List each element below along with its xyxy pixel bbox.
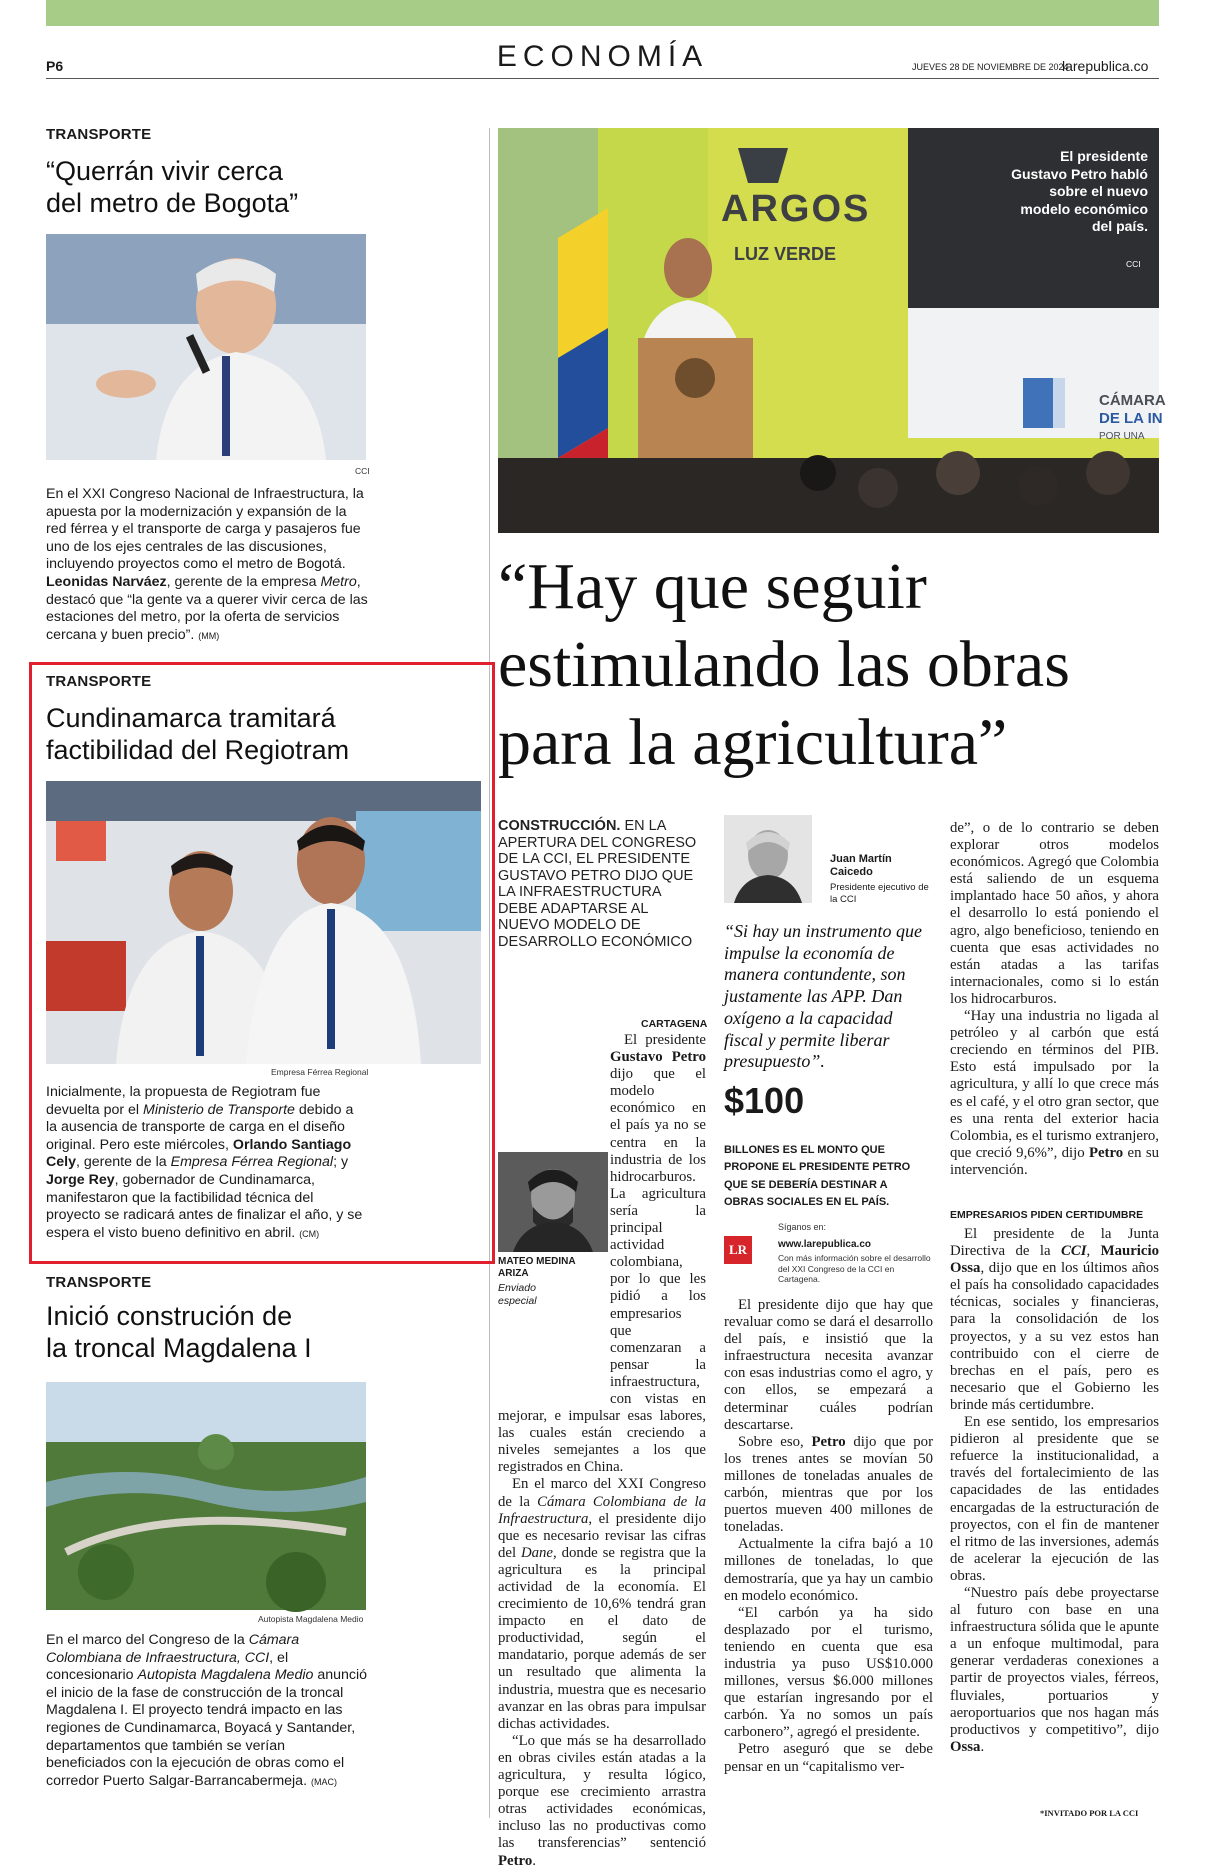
author-role: Enviado especial: [498, 1282, 537, 1307]
quote-headshot: [724, 815, 812, 903]
invited-note: *INVITADO POR LA CCI: [1040, 1808, 1139, 1818]
brief3-title: Inició construción de la troncal Magdalena I: [46, 1301, 312, 1363]
header-rule: [46, 78, 1159, 79]
follow-text: Con más información sobre el desarrollo del XXI Congreso de la CCI en Cartagena.: [778, 1253, 931, 1284]
brief2-kicker: TRANSPORTE: [46, 673, 152, 690]
quote-person-role: Presidente ejecutivo de la CCI: [830, 882, 929, 905]
lr-logo: LR: [724, 1236, 752, 1264]
main-photo-credit: CCI: [1126, 259, 1141, 269]
brief1-title: “Querrán vivir cerca del metro de Bogota”: [46, 156, 299, 218]
dateline: CARTAGENA: [641, 1018, 708, 1030]
body-col3-bottom: El presidente de la Junta Directiva de la CCI, Mauricio Ossa, dijo que en los últimos años el país ha consolidado capacidades técnicas, sociales y financieras, para la consolidación de los proyectos, y a su vez estos han contribuido con el cierre de brechas en el país, pero es necesario que el Gobierno les brinde más certidumbre. En ese sentido, los empresarios pidieron al presidente que se refuerce la institucionalidad, a través del fortalecimiento de las capacidades de las entidades encargadas de la estructuración de proyectos, con el fin de mantener el ritmo de las inversiones, además de acelerar la ejecución de las obras. “Nuestro país debe proyectarse al futuro con base en una infraestructura sólida que le apunte a un enfoque multimodal, para generar verdaderas conexiones a partir de proyectos viales, férreos, fluviales, portuarios y aeroportuarios que nos hagan más productivos y competitivo”, dijo Ossa.: [950, 1226, 1159, 1755]
lead-summary: CONSTRUCCIÓN. EN LA APERTURA DEL CONGRESO DE LA CCI, EL PRESIDENTE GUSTAVO PETRO DIJO QUE LA INFRAESTRUCTURA DEBE ADAPTARSE AL NUEVO MODELO DE DESARROLLO ECONÓMICO: [498, 818, 697, 950]
stage-brand: ARGOS: [721, 188, 871, 230]
body-col2: El presidente dijo que hay que revaluar como se dará el desarrollo del país, e insistió que la infraestructura necesita avanzar con esas industrias como el agro, y con ellos, se empezará a determinar cuáles podrían descartarse. Sobre eso, Petro dijo que por los trenes antes se movían 50 millones de toneladas anuales de carbón, mientras que por los puertos mueven 400 millones de toneladas. Actualmente la cifra bajó a 10 millones de toneladas, lo que demostraría, que ya hay un cambio en modelo económico. “El carbón ya ha sido desplazado por el turismo, teniendo en cuenta que esa industria ya puso US$10.000 millones, versus $6.000 millones que estarían ingresando por el carbón. Ya no somos un país carbonero”, agregó el presidente. Petro aseguró que se debe pensar en un “capitalismo ver-: [724, 1297, 933, 1775]
subhead: EMPRESARIOS PIDEN CERTIDUMBRE: [950, 1209, 1144, 1221]
key-figure: $100: [724, 1080, 805, 1121]
section-title: ECONOMÍA: [496, 40, 709, 73]
brief2-photo: [46, 781, 481, 1064]
brief3-photo-credit: Autopista Magdalena Medio: [258, 1614, 364, 1624]
pull-quote: “Si hay un instrumento que impulse la economía de manera contundente, son justamente las APP. Dan oxígeno a la capacidad fiscal y permite liberar presupuesto”.: [724, 921, 922, 1072]
brief2-title: Cundinamarca tramitará factibilidad del Regiotram: [46, 703, 350, 765]
brief3-kicker: TRANSPORTE: [46, 1274, 152, 1291]
quote-person-name: Juan Martín Caicedo: [830, 853, 892, 878]
main-photo: [498, 128, 1166, 533]
brief2-photo-credit: Empresa Férrea Regional: [271, 1067, 369, 1077]
issue-date: JUEVES 28 DE NOVIEMBRE DE 2024: [912, 62, 1069, 72]
key-figure-text: BILLONES ES EL MONTO QUE PROPONE EL PRESIDENTE PETRO QUE SE DEBERÍA DESTINAR A OBRAS SOCIALES EN EL PAÍS.: [724, 1144, 911, 1208]
page-number: P6: [46, 58, 64, 74]
brief1-photo-credit: CCI: [355, 466, 370, 476]
main-headline: “Hay que seguir estimulando las obras para la agricultura”: [498, 550, 1070, 779]
follow-label: Síganos en:: [778, 1222, 827, 1232]
author-name: MATEO MEDINA ARIZA: [498, 1256, 576, 1279]
top-color-bar: [46, 0, 1159, 26]
brief1-text: En el XXI Congreso Nacional de Infraestructura, la apuesta por la modernización y expansión de la red férrea y el transporte de carga y pasajeros fue uno de los ejes centrales de las discusiones, incluyendo proyectos como el metro de Bogotá. Leonidas Narváez, gerente de la empresa Metro, destacó que “la gente va a querer vivir cerca de las estaciones del metro, por la oferta de servicios cercana y buen precio”. (MM): [46, 486, 368, 643]
follow-site[interactable]: www.larepublica.co: [778, 1239, 871, 1250]
brief2-text: Inicialmente, la propuesta de Regiotram fue devuelta por el Ministerio de Transporte debido a la ausencia de transporte de carga en el diseño original. Pero este miércoles, Orlando Santiago Cely, gerente de la Empresa Férrea Regional; y Jorge Rey, gobernador de Cundinamarca, manifestaron que la factibilidad técnica del proyecto se radicará antes de finalizar el año, y se espera el visto bueno definitivo en abril. (CM): [46, 1084, 363, 1241]
brief3-photo: [46, 1382, 366, 1610]
body-col3: de”, o de lo contrario se deben explorar otros modelos económicos. Agregó que Colombia está saliendo de un esquema implantado hace 50 años, y ahora el desarrollo lo está poniendo el agro, algo beneficioso, teniendo en cuenta que esas actividades no están atadas a las tarifas internacionales, como si lo están los hidrocarburos. “Hay una industria no ligada al petróleo y al carbón que está creciendo en términos del PIB. Esto está impulsado por la agricultura, y allí lo que crece más es el café, y el otro gran sector, que es una renta del exterior hacia Colombia, es el turismo extranjero, que creció 9,6%”, dijo Petro en su intervención.: [950, 820, 1159, 1178]
brief1-kicker: TRANSPORTE: [46, 126, 152, 143]
body-col1: El presidente Gustavo Petro dijo que el modelo económico en el país ya no se centra en la industria de los hidrocarburos. La agricultura sería la principal actividad colombiana, por lo que les pidió a los empresarios que comenzaran a pensar la infraestructura, con vistas en mejorar, e impulsar esas labores, las cuales están creciendo a niveles semejantes a los que registrados en China. En el marco del XXI Congreso de la Cámara Colombiana de la Infraestructura, el presidente dijo que es necesario revisar las cifras del Dane, donde se registra que la agricultura es la principal actividad de la economía. El crecimiento de 10,6% tendrá gran impacto en el dato de productividad, según el mandatario, porque además de ser un resultado que alimenta la industria, muestra que es necesario avanzar en las obras para impulsar dichas actividades. “Lo que más se ha desarrollado en obras civiles están atadas a la agricultura, y resulta lógico, porque ese crecimiento arrastra otras actividades económicas, incluso las no productivas como las transferencias” sentenció Petro.: [498, 1032, 706, 1869]
stage-sign: CÁMARA DE LA IN POR UNA: [1099, 392, 1166, 442]
site-url[interactable]: larepublica.co: [1062, 58, 1149, 74]
brief3-text: En el marco del Congreso de la Cámara Colombiana de Infraestructura, CCI, el concesionario Autopista Magdalena Medio anunció el inicio de la fase de construcción de la troncal Magdalena I. El proyecto tendrá impacto en las regiones de Cundinamarca, Boyacá y Santander, departamentos que también se verían beneficiados con la ejecución de obras como el corredor Puerto Salgar-Barrancabermeja. (MAC): [46, 1632, 368, 1789]
main-photo-caption: El presidente Gustavo Petro habló sobre el nuevo modelo económico del país.: [1011, 148, 1148, 234]
stage-tagline: LUZ VERDE: [734, 244, 837, 264]
brief1-photo: [46, 234, 366, 460]
